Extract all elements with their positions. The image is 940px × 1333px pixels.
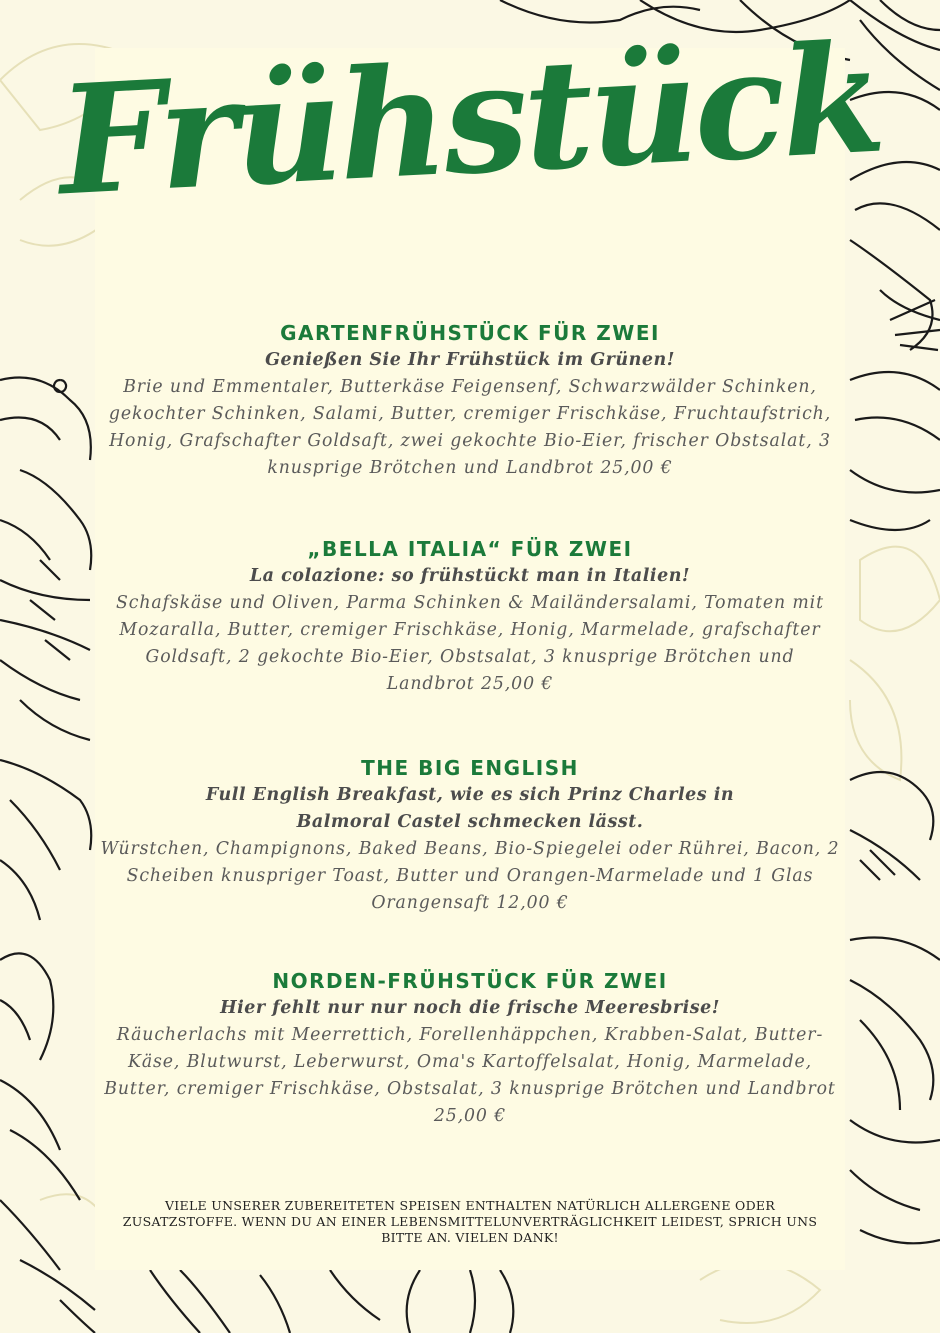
menu-item-subtitle: Full English Breakfast, wie es sich Prinz Charles in Balmoral Castel schmecken lässt.: [205, 785, 735, 832]
menu-item-description: Würstchen, Champignons, Baked Beans, Bio-Spiegelei oder Rührei, Bacon, 2 Scheiben knuspriger Toast, Butter und Orangen-Marmelade und 1 Glas Orangensaft 12,00 €: [100, 839, 840, 913]
menu-item-big-english: [100, 754, 840, 917]
page-title: Frühstück: [54, 10, 886, 230]
menu-item-subtitle: Hier fehlt nur nur noch die frische Meeresbrise!: [220, 998, 720, 1018]
menu-item-description: Schafskäse und Oliven, Parma Schinken & Mailändersalami, Tomaten mit Mozaralla, Butter, cremiger Frischkäse, Honig, Marmelade, grafschafter Goldsaft, 2 gekochte Bio-Eier, Obstsalat, 3 knusprige Brötchen und Landbrot 25,00 €: [116, 593, 824, 694]
menu-item-subtitle: Genießen Sie Ihr Frühstück im Grünen!: [265, 350, 675, 370]
menu-item-heading: NORDEN-FRÜHSTÜCK FÜR ZWEI: [272, 969, 668, 993]
menu-item-heading: „BELLA ITALIA“ FÜR ZWEI: [307, 537, 633, 561]
menu-item-norden-fruehstueck: [100, 967, 840, 1130]
menu-item-description: Brie und Emmentaler, Butterkäse Feigensenf, Schwarzwälder Schinken, gekochter Schinken, Salami, Butter, cremiger Frischkäse, Fruchtaufstrich, Honig, Grafschafter Goldsaft, zwei gekochte Bio-Eier, frischer Obstsalat, 3 knusprige Brötchen und Landbrot 25,00 €: [108, 377, 832, 478]
allergen-notice: VIELE UNSERER ZUBEREITETEN SPEISEN ENTHALTEN NATÜRLICH ALLERGENE ODER ZUSATZSTOFFE. WENN DU AN EINER LEBENSMITTELUNVERTRÄGLICHKEIT LEIDEST, SPRICH UNS BITTE AN. VIELEN DANK!: [122, 1198, 818, 1245]
menu-item-gartenfruehstueck: [100, 319, 840, 482]
menu-item-subtitle: La colazione: so frühstückt man in Italien!: [249, 566, 691, 586]
menu-item-bella-italia: [100, 535, 840, 698]
menu-item-description: Räucherlachs mit Meerrettich, Forellenhäppchen, Krabben-Salat, Butter-Käse, Blutwurst, Leberwurst, Oma's Kartoffelsalat, Honig, Marmelade, Butter, cremiger Frischkäse, Obstsalat, 3 knusprige Brötchen und Landbrot 25,00 €: [104, 1025, 836, 1126]
menu-item-heading: GARTENFRÜHSTÜCK FÜR ZWEI: [280, 321, 660, 345]
menu-item-heading: THE BIG ENGLISH: [361, 756, 579, 780]
